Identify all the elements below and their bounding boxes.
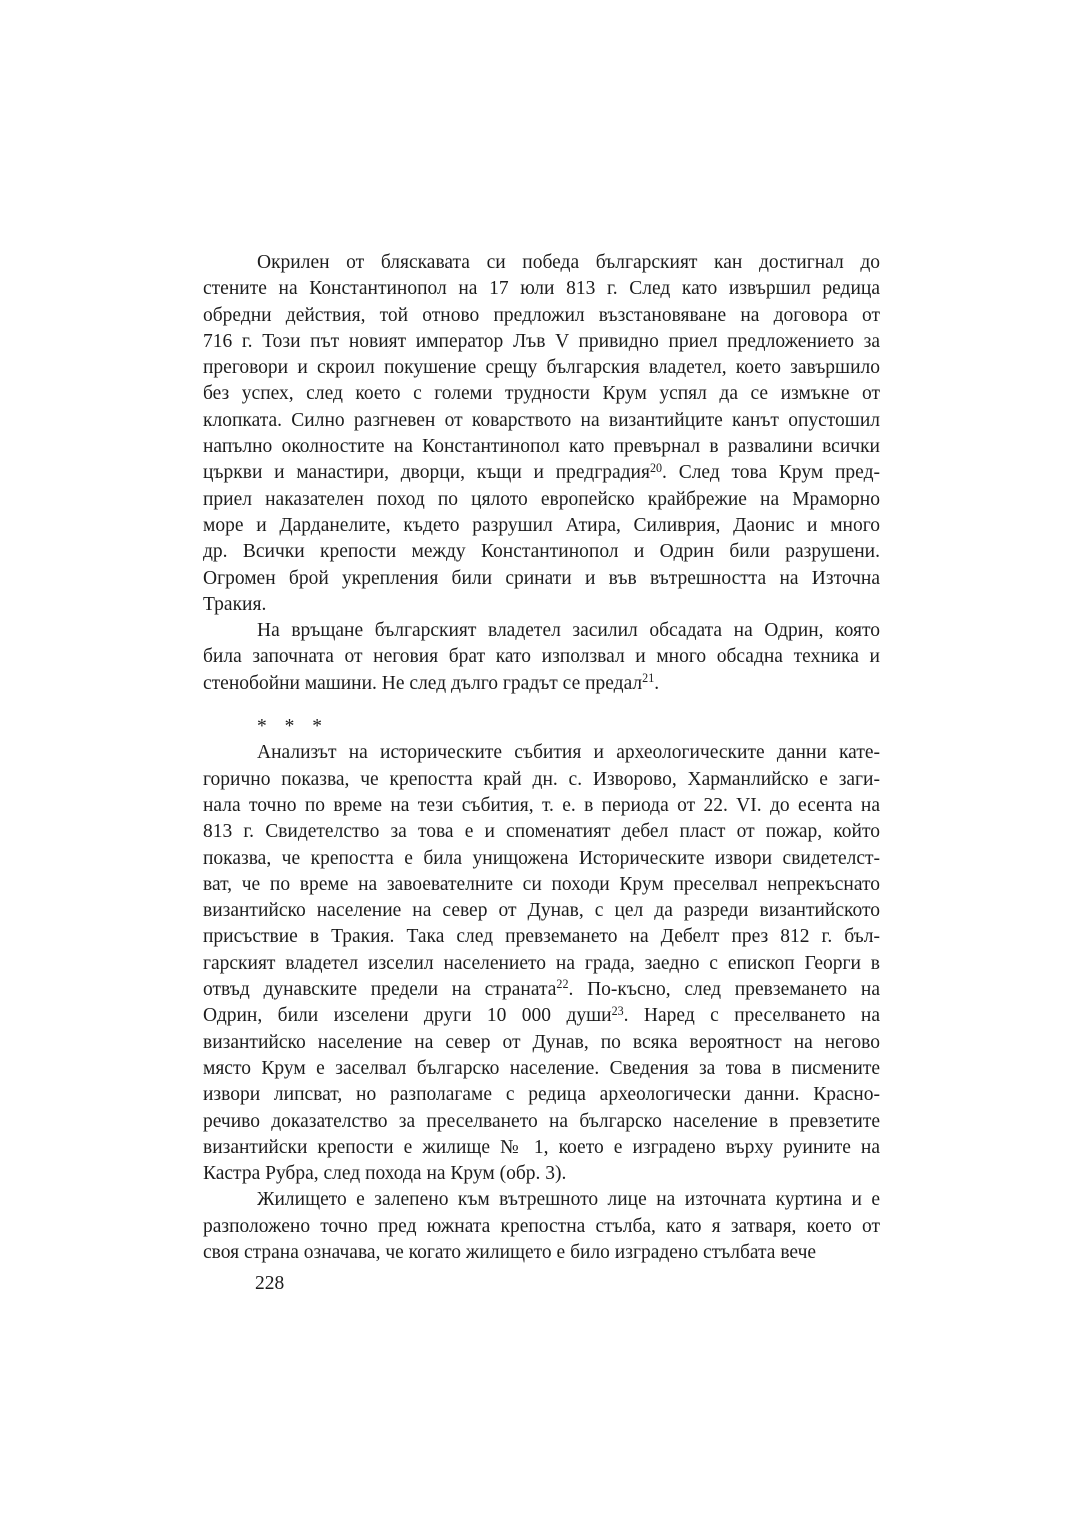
text-line: горично показва, че крепостта край дн. с. Изворово, Харманлийско е заги- — [203, 768, 880, 790]
text-line: 813 г. Свидетелство за това е и споменатият дебел пласт от пожар, който — [203, 821, 880, 843]
text-line: извори липсват, но разполагаме с редица археологически данни. Красно- — [203, 1084, 880, 1106]
text-line: византийско население на север от Дунав, с цел да разреди византийското — [203, 900, 880, 922]
paragraph — [203, 1187, 880, 1266]
text-line: море и Дарданелите, където разрушил Атира, Силиврия, Даонис и много — [203, 514, 880, 536]
footnote-ref: 21 — [642, 671, 655, 686]
footnote-ref: 22 — [556, 977, 569, 992]
text-line: стенобойни машини. Не след дълго градът се предал$^{21}$. — [203, 671, 660, 694]
text-line: стените на Константинопол на 17 юли 813 г. След като извършил редица — [203, 278, 880, 300]
text-line: своя страна означава, че когато жилището е било изградено стълбата вече — [203, 1241, 817, 1263]
text-line: На връщане българският владетел засилил обсадата на Одрин, която — [257, 620, 880, 642]
text-line: византийски крепости е жилище № 1, което е изградено върху руините на — [203, 1136, 880, 1158]
text-line: гарският владетел изселил населението на града, заедно с епископ Георги в — [203, 952, 880, 974]
paragraph — [203, 618, 880, 697]
paragraph — [203, 740, 880, 1187]
text-line: Кастра Рубра, след похода на Крум (обр. 3). — [203, 1163, 567, 1185]
text-line: приел наказателен поход по цялото европейско крайбрежие на Мраморно — [203, 488, 880, 510]
text-line: нала точно по време на тези събития, т. е. в периода от 22. VI. до есента на — [203, 794, 880, 816]
text-line: присъствие в Тракия. Така след превземането на Дебелт през 812 г. бъл- — [203, 926, 880, 948]
text-line: Одрин, били изселени други 10 000 души$^{23}$. Наред с преселването на — [203, 1003, 880, 1027]
section-separator: * * * — [257, 716, 322, 738]
text-line: 716 г. Този път новият император Лъв V привидно приел предложението за — [203, 330, 880, 352]
text-line: Анализът на историческите събития и археологическите данни кате- — [257, 742, 880, 764]
page-text — [203, 250, 880, 1298]
text-line: Огромен брой укрепления били сринати и във вътрешността на Източна — [203, 567, 880, 589]
text-line: др. Всички крепости между Константинопол и Одрин били разрушени. — [203, 541, 880, 563]
text-line: Окрилен от бляскавата си победа българският кан достигнал до — [257, 252, 880, 273]
text-line: без успех, след което с големи трудности Крум успял да се измъкне от — [203, 383, 880, 405]
footnote-ref: 20 — [649, 460, 663, 475]
text-line: отвъд дунавските предели на страната$^{22}$. По-късно, след превземането на — [203, 977, 880, 1001]
footnote-ref: 23 — [611, 1003, 624, 1018]
text-line: ват, че по време на завоевателните си походи Крум преселвал непрекъснато — [203, 873, 880, 895]
text-line: показва, че крепостта е била унищожена Историческите извори свидетелст- — [203, 847, 880, 869]
text-line: разположено точно пред южната крепостна стълба, като я затваря, което от — [203, 1215, 880, 1237]
text-line: Жилището е залепено към вътрешното лице на източната куртина и е — [257, 1189, 880, 1211]
paragraph — [203, 250, 880, 618]
page-number: 228 — [255, 1273, 285, 1295]
text-line: клопката. Силно разгневен от коварството на византийците канът опустошил — [203, 409, 880, 431]
text-line: византийско население на север от Дунав, по всяка вероятност на негово — [203, 1031, 880, 1053]
text-line: място Крум е заселвал българско население. Сведения за това в писмените — [203, 1057, 880, 1079]
text-line: била започната от неговия брат като използвал и много обсадна техника и — [203, 646, 880, 668]
text-line: преговори и скроил покушение срещу българския владетел, което завършило — [203, 357, 880, 379]
text-line: речиво доказателство за преселването на българско население в превзетите — [203, 1110, 880, 1132]
text-line: църкви и манастири, дворци, къщи и предградия$^{20}$. След това Крум пред- — [203, 460, 880, 484]
text-line: обредни действия, той отново предложил възстановяване на договора от — [203, 304, 880, 326]
text-line: напълно околностите на Константинопол като превърнал в развалини всички — [203, 436, 880, 458]
text-line: Тракия. — [203, 593, 267, 615]
